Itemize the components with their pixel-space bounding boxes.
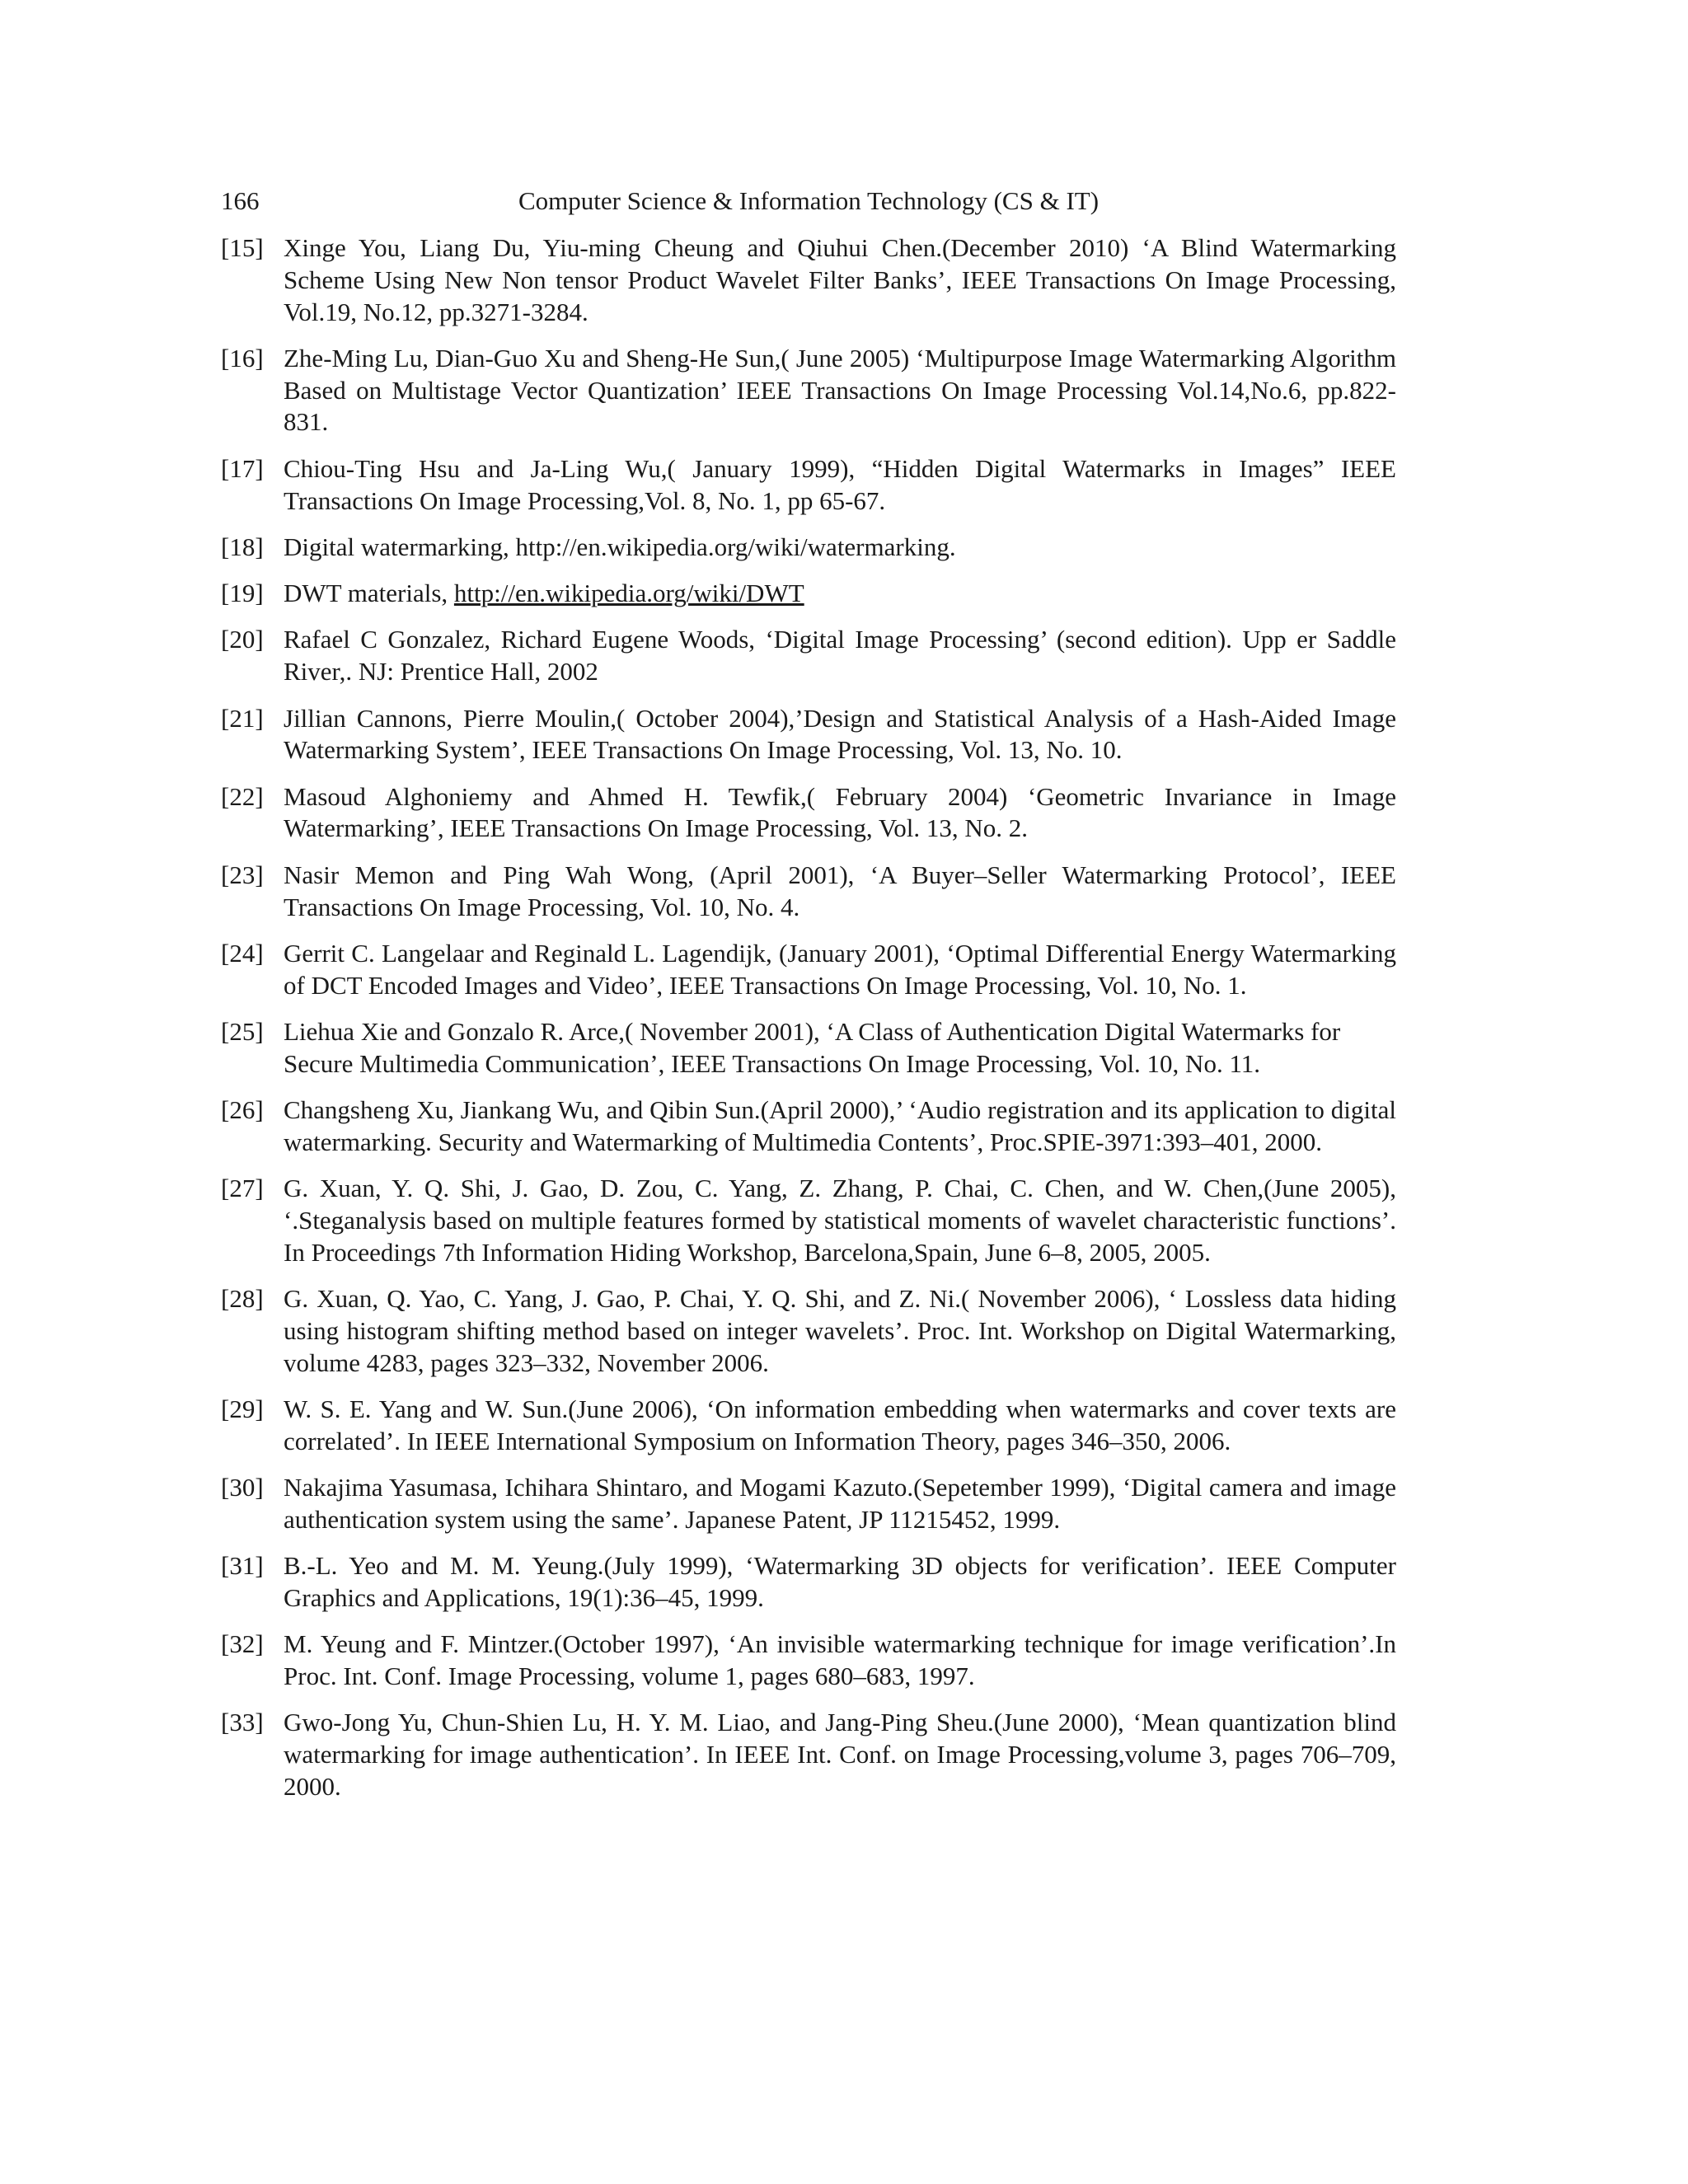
reference-item	[221, 624, 1396, 688]
reference-text: Gwo-Jong Yu, Chun-Shien Lu, H. Y. M. Liao, and Jang-Ping Sheu.(June 2000), ‘Mean quantization blind watermarking for image authentication’. In IEEE Int. Conf. on Image Processing,volume 3, pages 706–709, 2000.	[284, 1708, 1396, 1801]
reference-text: Rafael C Gonzalez, Richard Eugene Woods, ‘Digital Image Processing’ (second edition). Upp er Saddle River,. NJ: Prentice Hall, 2002	[284, 625, 1396, 687]
reference-item	[221, 1016, 1396, 1080]
reference-item	[221, 860, 1396, 924]
reference-item	[221, 1707, 1396, 1802]
reference-number: [20]	[221, 625, 264, 654]
reference-text: Nasir Memon and Ping Wah Wong, (April 2001), ‘A Buyer–Seller Watermarking Protocol’, IEEE Transactions On Image Processing, Vol. 10, No. 4.	[284, 860, 1396, 921]
reference-number: [22]	[221, 781, 264, 811]
reference-text: G. Xuan, Q. Yao, C. Yang, J. Gao, P. Chai, Y. Q. Shi, and Z. Ni.( November 2006), ‘ Lossless data hiding using histogram shifting method based on integer wavelets’. Proc. Int. Workshop on Digital Watermarking, volume 4283, pages 323–332, November 2006.	[284, 1284, 1396, 1377]
reference-number: [27]	[221, 1174, 264, 1203]
reference-item	[221, 1394, 1396, 1458]
reference-text: Changsheng Xu, Jiankang Wu, and Qibin Sun.(April 2000),’ ‘Audio registration and its application to digital watermarking. Security and Watermarking of Multimedia Contents’, Proc.SPIE-3971:393–401, 2000.	[284, 1095, 1396, 1156]
reference-text: Zhe-Ming Lu, Dian-Guo Xu and Sheng-He Sun,( June 2005) ‘Multipurpose Image Watermarking Algorithm Based on Multistage Vector Quantization’ IEEE Transactions On Image Processing Vol.14,No.6, pp.822-831.	[284, 343, 1396, 437]
reference-item	[221, 532, 1396, 564]
reference-number: [29]	[221, 1394, 264, 1423]
reference-item	[221, 578, 1396, 610]
reference-number: [21]	[221, 703, 264, 733]
reference-text: Gerrit C. Langelaar and Reginald L. Lagendijk, (January 2001), ‘Optimal Differential Energy Watermarking of DCT Encoded Images and Video’, IEEE Transactions On Image Processing, Vol. 10, No. 1.	[284, 938, 1396, 1000]
reference-number: [31]	[221, 1551, 264, 1581]
reference-number: [32]	[221, 1629, 264, 1659]
reference-text: W. S. E. Yang and W. Sun.(June 2006), ‘On information embedding when watermarks and cover texts are correlated’. In IEEE International Symposium on Information Theory, pages 346–350, 2006.	[284, 1394, 1396, 1455]
reference-item	[221, 343, 1396, 438]
reference-number: [24]	[221, 938, 264, 968]
reference-text: Liehua Xie and Gonzalo R. Arce,( November 2001), ‘A Class of Authentication Digital Watermarks for Secure Multimedia Communication’, IEEE Transactions On Image Processing, Vol. 10, No. 11.	[284, 1016, 1341, 1078]
reference-text: M. Yeung and F. Mintzer.(October 1997), ‘An invisible watermarking technique for image verification’.In Proc. Int. Conf. Image Processing, volume 1, pages 680–683, 1997.	[284, 1629, 1396, 1690]
reference-item	[221, 781, 1396, 846]
reference-item	[221, 232, 1396, 328]
reference-number: [17]	[221, 453, 264, 483]
reference-number: [19]	[221, 579, 264, 608]
reference-item	[221, 1094, 1396, 1159]
reference-number: [18]	[221, 532, 264, 561]
reference-list	[221, 232, 1396, 1817]
reference-item	[221, 1283, 1396, 1379]
reference-text: Xinge You, Liang Du, Yiu-ming Cheung and Qiuhui Chen.(December 2010) ‘A Blind Watermarking Scheme Using New Non tensor Product Wavelet Filter Banks’, IEEE Transactions On Image Processing, Vol.19, No.12, pp.3271-3284.	[284, 233, 1396, 326]
reference-text: B.-L. Yeo and M. M. Yeung.(July 1999), ‘Watermarking 3D objects for verification’. IEEE Computer Graphics and Applications, 19(1):36–45, 1999.	[284, 1551, 1396, 1612]
reference-text: Masoud Alghoniemy and Ahmed H. Tewfik,( February 2004) ‘Geometric Invariance in Image Watermarking’, IEEE Transactions On Image Processing, Vol. 13, No. 2.	[284, 781, 1396, 843]
reference-text: Jillian Cannons, Pierre Moulin,( October 2004),’Design and Statistical Analysis of a Hash-Aided Image Watermarking System’, IEEE Transactions On Image Processing, Vol. 13, No. 10.	[284, 703, 1396, 765]
reference-item	[221, 1173, 1396, 1268]
running-head: Computer Science & Information Technology (CS & IT)	[518, 186, 1100, 215]
reference-item	[221, 1629, 1396, 1693]
reference-number: [33]	[221, 1708, 264, 1737]
reference-item	[221, 703, 1396, 767]
reference-text: Nakajima Yasumasa, Ichihara Shintaro, and Mogami Kazuto.(Sepetember 1999), ‘Digital camera and image authentication system using the same’. Japanese Patent, JP 11215452, 1999.	[284, 1473, 1396, 1534]
reference-number: [26]	[221, 1095, 264, 1125]
reference-text	[284, 578, 1396, 610]
reference-item	[221, 453, 1396, 518]
reference-item	[221, 938, 1396, 1002]
dwt-wikipedia-link[interactable]: http://en.wikipedia.org/wiki/DWT	[453, 579, 804, 608]
page-number: 166	[221, 186, 260, 215]
reference-number: [16]	[221, 343, 264, 373]
reference-item	[221, 1472, 1396, 1536]
reference-text: Digital watermarking, http://en.wikipedia.org/wiki/watermarking.	[284, 532, 956, 561]
reference-number: [28]	[221, 1284, 264, 1314]
page-header	[221, 183, 1396, 219]
reference-number: [30]	[221, 1473, 264, 1502]
reference-number: [25]	[221, 1016, 264, 1046]
reference-text: Chiou-Ting Hsu and Ja-Ling Wu,( January 1999), “Hidden Digital Watermarks in Images” IEEE Transactions On Image Processing,Vol. 8, No. 1, pp 65-67.	[284, 453, 1396, 515]
reference-item	[221, 1550, 1396, 1615]
reference-number: [23]	[221, 860, 264, 889]
reference-text-prefix: DWT materials,	[284, 579, 454, 608]
reference-text: G. Xuan, Y. Q. Shi, J. Gao, D. Zou, C. Yang, Z. Zhang, P. Chai, C. Chen, and W. Chen,(June 2005), ‘.Steganalysis based on multiple features formed by statistical moments of wavelet characteristic functions’. In Proceedings 7th Information Hiding Workshop, Barcelona,Spain, June 6–8, 2005, 2005.	[284, 1174, 1396, 1267]
reference-number: [15]	[221, 233, 264, 262]
